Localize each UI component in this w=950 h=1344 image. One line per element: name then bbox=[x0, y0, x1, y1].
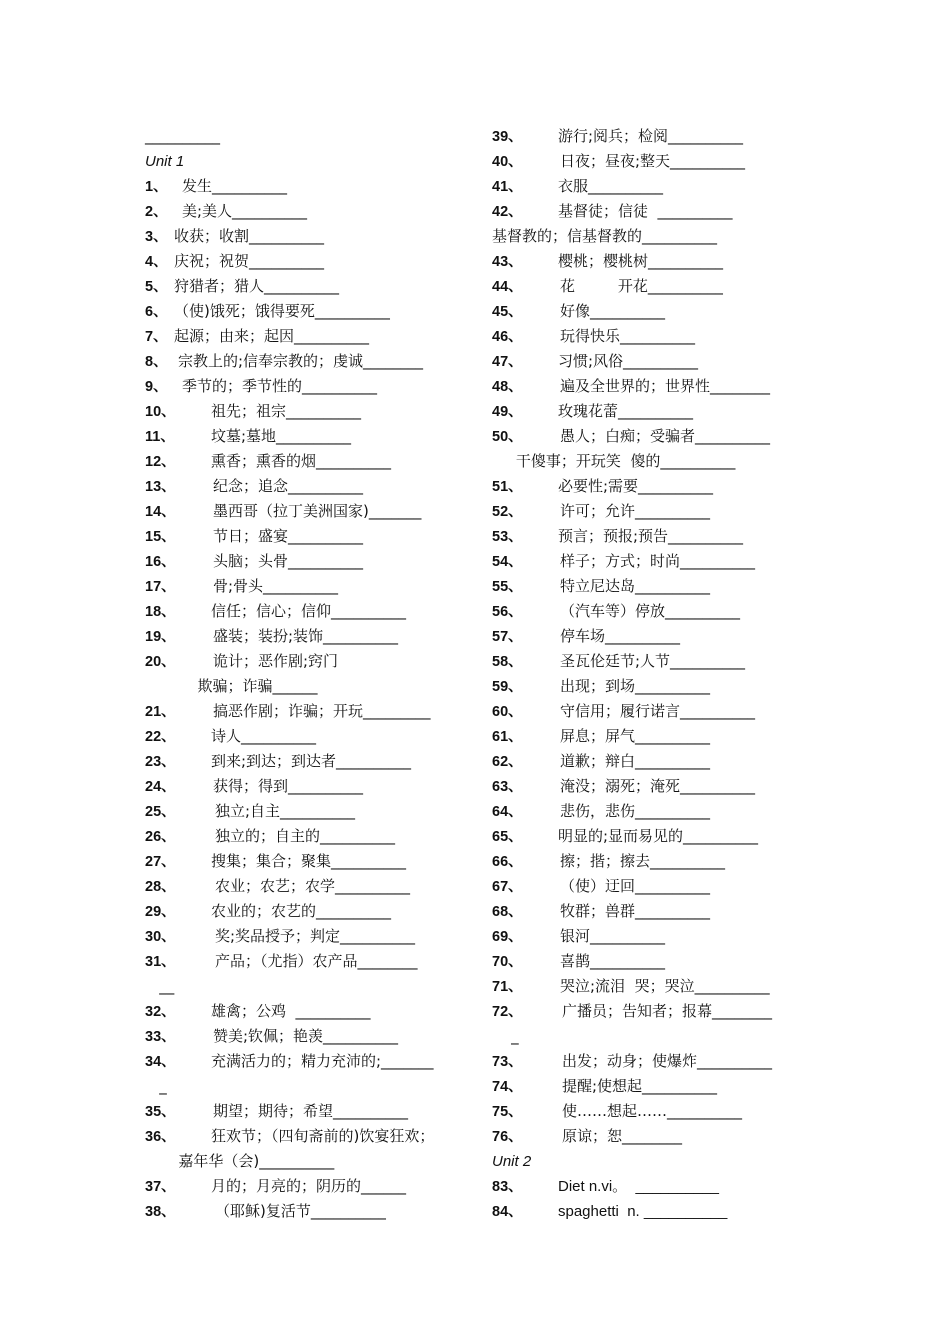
vocab-item bbox=[492, 424, 827, 449]
item-text: 熏香；熏香的烟__________ bbox=[211, 452, 392, 470]
item-text: 雄禽；公鸡 __________ bbox=[211, 1002, 371, 1020]
item-text: 遍及全世界的；世界性________ bbox=[560, 377, 771, 395]
vocab-item bbox=[492, 299, 827, 324]
item-number: 36、 bbox=[145, 1129, 176, 1145]
item-text: 样子；方式；时尚__________ bbox=[560, 552, 756, 570]
item-number: 48、 bbox=[492, 379, 523, 395]
item-text: 欺骗；诈骗______ bbox=[145, 677, 318, 695]
unit-heading-2 bbox=[492, 1149, 827, 1174]
item-text: 停车场__________ bbox=[560, 627, 681, 645]
item-text: 银河__________ bbox=[560, 927, 666, 945]
vocab-item bbox=[492, 199, 827, 224]
vocab-item bbox=[492, 1049, 827, 1074]
vocab-item bbox=[145, 1024, 480, 1049]
item-text: 纪念；追念__________ bbox=[213, 477, 364, 495]
item-text: 喜鹊__________ bbox=[560, 952, 666, 970]
item-number: 22、 bbox=[145, 729, 176, 745]
item-text: 节日；盛宴__________ bbox=[213, 527, 364, 545]
item-text: 骨;骨头__________ bbox=[213, 577, 339, 595]
item-text: 独立;自主__________ bbox=[215, 802, 356, 820]
vocab-item bbox=[492, 399, 827, 424]
item-text: 悲伤，悲伤__________ bbox=[560, 802, 711, 820]
vocab-item bbox=[145, 999, 480, 1024]
item-text: 必要性;需要__________ bbox=[558, 477, 714, 495]
vocab-item bbox=[492, 874, 827, 899]
vocab-item bbox=[145, 1174, 480, 1199]
vocab-item bbox=[492, 574, 827, 599]
item-number: 17、 bbox=[145, 579, 176, 595]
vocab-item bbox=[492, 549, 827, 574]
item-text: 农业；农艺；农学__________ bbox=[215, 877, 411, 895]
vocab-item bbox=[492, 1074, 827, 1099]
item-number: 72、 bbox=[492, 1004, 523, 1020]
item-number: 21、 bbox=[145, 704, 176, 720]
item-number: 65、 bbox=[492, 829, 523, 845]
item-number: 24、 bbox=[145, 779, 176, 795]
item-number: 15、 bbox=[145, 529, 176, 545]
vocab-continuation bbox=[492, 449, 827, 474]
item-text: 屏息；屏气__________ bbox=[560, 727, 711, 745]
vocab-item bbox=[145, 849, 480, 874]
vocab-item bbox=[492, 1099, 827, 1124]
vocab-item bbox=[145, 524, 480, 549]
item-text: 游行;阅兵；检阅__________ bbox=[558, 127, 744, 145]
item-text: 广播员；告知者；报幕________ bbox=[562, 1002, 773, 1020]
item-text: 守信用；履行诺言__________ bbox=[560, 702, 756, 720]
item-text: 提醒;使想起__________ bbox=[562, 1077, 718, 1095]
item-number: 35、 bbox=[145, 1104, 176, 1120]
item-text: 盛装；装扮;装饰__________ bbox=[213, 627, 399, 645]
item-text: 获得；得到__________ bbox=[213, 777, 364, 795]
item-number: 68、 bbox=[492, 904, 523, 920]
vocab-item bbox=[145, 599, 480, 624]
item-number: 55、 bbox=[492, 579, 523, 595]
item-text: 产品；（尤指）农产品________ bbox=[215, 952, 418, 970]
item-text: 头脑；头骨__________ bbox=[213, 552, 364, 570]
item-number: 71、 bbox=[492, 979, 523, 995]
vocab-continuation bbox=[492, 224, 827, 249]
item-number: 29、 bbox=[145, 904, 176, 920]
item-number: 19、 bbox=[145, 629, 176, 645]
item-text: 期望；期待；希望__________ bbox=[213, 1102, 409, 1120]
item-number: 45、 bbox=[492, 304, 523, 320]
item-text: （耶稣)复活节__________ bbox=[215, 1202, 386, 1220]
vocab-item bbox=[145, 1049, 480, 1074]
item-number: 33、 bbox=[145, 1029, 176, 1045]
vocab-item bbox=[145, 199, 480, 224]
item-number: 59、 bbox=[492, 679, 523, 695]
item-number: 62、 bbox=[492, 754, 523, 770]
item-text: 收获；收割__________ bbox=[174, 227, 325, 245]
item-number: 51、 bbox=[492, 479, 523, 495]
vocab-item bbox=[492, 724, 827, 749]
item-text: 庆祝；祝贺__________ bbox=[174, 252, 325, 270]
item-text: 牧群；兽群__________ bbox=[560, 902, 711, 920]
item-number: 42、 bbox=[492, 204, 523, 220]
vocab-item bbox=[492, 699, 827, 724]
item-number: 83、 bbox=[492, 1179, 523, 1195]
item-text: 使……想起……__________ bbox=[562, 1102, 743, 1120]
item-text: 明显的;显而易见的__________ bbox=[558, 827, 759, 845]
vocab-item bbox=[145, 224, 480, 249]
vocab-item bbox=[492, 799, 827, 824]
item-number: 31、 bbox=[145, 954, 176, 970]
item-text: _ bbox=[492, 1027, 519, 1045]
item-text: 哭泣;流泪 哭；哭泣__________ bbox=[560, 977, 770, 995]
item-number: 40、 bbox=[492, 154, 523, 170]
vocab-item bbox=[145, 174, 480, 199]
item-number: 54、 bbox=[492, 554, 523, 570]
item-number: 25、 bbox=[145, 804, 176, 820]
item-number: 47、 bbox=[492, 354, 523, 370]
item-text: 衣服__________ bbox=[558, 177, 664, 195]
item-number: 61、 bbox=[492, 729, 523, 745]
item-text: 诗人__________ bbox=[211, 727, 317, 745]
item-text: 狩猎者；猎人__________ bbox=[174, 277, 340, 295]
vocab-continuation bbox=[145, 1149, 480, 1174]
item-text: _ bbox=[145, 1077, 167, 1095]
vocab-item bbox=[492, 499, 827, 524]
vocab-item bbox=[492, 674, 827, 699]
vocab-item bbox=[145, 349, 480, 374]
item-number: 32、 bbox=[145, 1004, 176, 1020]
item-text: 诡计；恶作剧;窍门 bbox=[213, 652, 339, 670]
vocab-item bbox=[492, 1124, 827, 1149]
unit-heading-1 bbox=[145, 149, 480, 174]
item-text: 许可；允许__________ bbox=[560, 502, 711, 520]
item-number: 50、 bbox=[492, 429, 523, 445]
item-text: 玫瑰花蕾__________ bbox=[558, 402, 694, 420]
top-blank-line bbox=[145, 124, 480, 149]
item-number: 43、 bbox=[492, 254, 523, 270]
item-text: 擦；揩；擦去__________ bbox=[560, 852, 726, 870]
item-text: 基督教的；信基督教的__________ bbox=[492, 227, 718, 245]
vocab-continuation bbox=[145, 1074, 480, 1099]
item-text: 玩得快乐__________ bbox=[560, 327, 696, 345]
vocab-item bbox=[492, 274, 827, 299]
item-number: 11、 bbox=[145, 429, 175, 445]
item-number: 74、 bbox=[492, 1079, 523, 1095]
vocab-item bbox=[145, 949, 480, 974]
vocab-continuation bbox=[492, 1024, 827, 1049]
item-number: 56、 bbox=[492, 604, 523, 620]
item-text: 信任；信心；信仰__________ bbox=[211, 602, 407, 620]
item-number: 70、 bbox=[492, 954, 523, 970]
item-text: （使)饿死；饿得要死__________ bbox=[174, 302, 390, 320]
vocab-item bbox=[492, 124, 827, 149]
vocab-item bbox=[492, 999, 827, 1024]
item-text: 习惯;风俗__________ bbox=[558, 352, 699, 370]
item-text: 愚人；白痴；受骗者__________ bbox=[560, 427, 771, 445]
item-number: 53、 bbox=[492, 529, 523, 545]
vocab-continuation bbox=[145, 674, 480, 699]
item-text: 充满活力的；精力充沛的;_______ bbox=[211, 1052, 434, 1070]
item-text: 坟墓;墓地__________ bbox=[211, 427, 352, 445]
right-column bbox=[492, 124, 827, 1224]
item-text: 嘉年华（会)__________ bbox=[145, 1152, 335, 1170]
item-number: 20、 bbox=[145, 654, 176, 670]
item-number: 67、 bbox=[492, 879, 523, 895]
item-number: 39、 bbox=[492, 129, 523, 145]
item-number: 28、 bbox=[145, 879, 176, 895]
vocab-item bbox=[145, 1099, 480, 1124]
vocab-item bbox=[145, 474, 480, 499]
vocab-item bbox=[145, 399, 480, 424]
item-number: 64、 bbox=[492, 804, 523, 820]
vocab-item bbox=[145, 1124, 480, 1149]
item-number: 57、 bbox=[492, 629, 523, 645]
vocab-item bbox=[145, 799, 480, 824]
item-text: 赞美;钦佩；艳羡__________ bbox=[213, 1027, 399, 1045]
item-text: （汽车等）停放__________ bbox=[560, 602, 741, 620]
vocab-item bbox=[145, 249, 480, 274]
vocab-item bbox=[145, 874, 480, 899]
item-text: 出现；到场__________ bbox=[560, 677, 711, 695]
vocab-item bbox=[145, 499, 480, 524]
vocab-item bbox=[492, 924, 827, 949]
unit-heading-text: Unit 1 bbox=[145, 153, 185, 170]
vocab-item bbox=[145, 324, 480, 349]
vocab-item bbox=[145, 649, 480, 674]
item-text: 祖先；祖宗__________ bbox=[211, 402, 362, 420]
item-number: 4、 bbox=[145, 254, 168, 270]
item-text: 发生__________ bbox=[182, 177, 288, 195]
item-text: （使）迂回__________ bbox=[560, 877, 711, 895]
item-text: 搞恶作剧；诈骗；开玩_________ bbox=[213, 702, 431, 720]
unit-heading-text: Unit 2 bbox=[492, 1153, 532, 1170]
item-text: 出发；动身；使爆炸__________ bbox=[562, 1052, 773, 1070]
item-text: 特立尼达岛__________ bbox=[560, 577, 711, 595]
vocab-item bbox=[492, 949, 827, 974]
item-text: 奖;奖品授予；判定__________ bbox=[215, 927, 416, 945]
vocab-item bbox=[145, 824, 480, 849]
item-text: 季节的；季节性的__________ bbox=[182, 377, 378, 395]
left-column bbox=[145, 124, 480, 1224]
vocab-item bbox=[492, 649, 827, 674]
item-number: 8、 bbox=[145, 354, 168, 370]
item-number: 58、 bbox=[492, 654, 523, 670]
vocab-item bbox=[145, 724, 480, 749]
vocab-item bbox=[492, 824, 827, 849]
vocab-item bbox=[492, 174, 827, 199]
item-number: 6、 bbox=[145, 304, 168, 320]
item-number: 60、 bbox=[492, 704, 523, 720]
vocab-item bbox=[492, 974, 827, 999]
item-text: 宗教上的;信奉宗教的；虔诚________ bbox=[178, 352, 424, 370]
vocab-item bbox=[145, 374, 480, 399]
vocab-item bbox=[145, 924, 480, 949]
item-number: 46、 bbox=[492, 329, 523, 345]
item-text: 淹没；溺死；淹死__________ bbox=[560, 777, 756, 795]
vocab-item bbox=[492, 249, 827, 274]
vocab-item bbox=[145, 274, 480, 299]
item-text: 美;美人__________ bbox=[182, 202, 308, 220]
item-text: 基督徒；信徒 __________ bbox=[558, 202, 733, 220]
item-text: 到来;到达；到达者__________ bbox=[211, 752, 412, 770]
item-text: 月的；月亮的；阴历的______ bbox=[211, 1177, 407, 1195]
vocab-item bbox=[492, 149, 827, 174]
item-text: __ bbox=[145, 977, 175, 995]
item-number: 5、 bbox=[145, 279, 168, 295]
vocab-item bbox=[145, 549, 480, 574]
item-text: 道歉；辩白__________ bbox=[560, 752, 711, 770]
vocab-item bbox=[492, 624, 827, 649]
item-number: 69、 bbox=[492, 929, 523, 945]
item-number: 7、 bbox=[145, 329, 168, 345]
vocab-item bbox=[145, 449, 480, 474]
item-text: 起源；由来；起因__________ bbox=[174, 327, 370, 345]
vocab-item bbox=[145, 774, 480, 799]
vocab-item bbox=[492, 749, 827, 774]
item-number: 38、 bbox=[145, 1204, 176, 1220]
item-number: 41、 bbox=[492, 179, 523, 195]
vocab-item bbox=[145, 299, 480, 324]
item-text: 花 开花__________ bbox=[560, 277, 723, 295]
item-text: 圣瓦伦廷节;人节__________ bbox=[560, 652, 746, 670]
item-text: 原谅；恕________ bbox=[562, 1127, 683, 1145]
vocab-item bbox=[492, 1199, 827, 1224]
vocab-item bbox=[492, 524, 827, 549]
vocab-item bbox=[492, 374, 827, 399]
item-text: 干傻事；开玩笑 傻的__________ bbox=[492, 452, 736, 470]
vocab-item bbox=[145, 424, 480, 449]
vocab-item bbox=[492, 324, 827, 349]
vocab-item bbox=[145, 624, 480, 649]
item-number: 14、 bbox=[145, 504, 176, 520]
vocab-item bbox=[145, 899, 480, 924]
vocab-item bbox=[492, 849, 827, 874]
item-text: 墨西哥（拉丁美洲国家)_______ bbox=[213, 502, 422, 520]
vocab-item bbox=[492, 1174, 827, 1199]
item-number: 3、 bbox=[145, 229, 168, 245]
vocab-item bbox=[145, 1199, 480, 1224]
item-text: 樱桃；樱桃树__________ bbox=[558, 252, 724, 270]
item-text: 预言；预报;预告__________ bbox=[558, 527, 744, 545]
item-number: 13、 bbox=[145, 479, 176, 495]
item-number: 23、 bbox=[145, 754, 176, 770]
vocab-item bbox=[492, 474, 827, 499]
item-number: 27、 bbox=[145, 854, 176, 870]
vocab-item bbox=[145, 699, 480, 724]
item-text: 日夜；昼夜;整天__________ bbox=[560, 152, 746, 170]
vocab-item bbox=[492, 899, 827, 924]
item-number: 44、 bbox=[492, 279, 523, 295]
item-number: 2、 bbox=[145, 204, 168, 220]
item-number: 26、 bbox=[145, 829, 176, 845]
item-number: 49、 bbox=[492, 404, 523, 420]
item-number: 1、 bbox=[145, 179, 168, 195]
item-text: spaghetti n. __________ bbox=[558, 1203, 728, 1220]
item-text: 搜集；集合；聚集__________ bbox=[211, 852, 407, 870]
item-text: 好像__________ bbox=[560, 302, 666, 320]
item-number: 30、 bbox=[145, 929, 176, 945]
item-text: 狂欢节；（四旬斋前的)饮宴狂欢； bbox=[211, 1127, 435, 1145]
item-number: 9、 bbox=[145, 379, 168, 395]
item-number: 18、 bbox=[145, 604, 176, 620]
vocab-item bbox=[492, 349, 827, 374]
item-text: 独立的；自主的__________ bbox=[215, 827, 396, 845]
item-text: 农业的；农艺的__________ bbox=[211, 902, 392, 920]
item-number: 84、 bbox=[492, 1204, 523, 1220]
item-number: 63、 bbox=[492, 779, 523, 795]
vocab-continuation bbox=[145, 974, 480, 999]
item-number: 37、 bbox=[145, 1179, 176, 1195]
vocab-item bbox=[145, 749, 480, 774]
item-text: Diet n.vi。 __________ bbox=[558, 1178, 719, 1195]
vocab-item bbox=[145, 574, 480, 599]
item-number: 75、 bbox=[492, 1104, 523, 1120]
item-number: 66、 bbox=[492, 854, 523, 870]
item-number: 76、 bbox=[492, 1129, 523, 1145]
vocab-item bbox=[492, 774, 827, 799]
item-number: 73、 bbox=[492, 1054, 523, 1070]
item-number: 10、 bbox=[145, 404, 176, 420]
item-number: 52、 bbox=[492, 504, 523, 520]
blank-text: __________ bbox=[145, 127, 220, 145]
vocab-item bbox=[492, 599, 827, 624]
item-number: 34、 bbox=[145, 1054, 176, 1070]
item-number: 12、 bbox=[145, 454, 176, 470]
item-number: 16、 bbox=[145, 554, 176, 570]
